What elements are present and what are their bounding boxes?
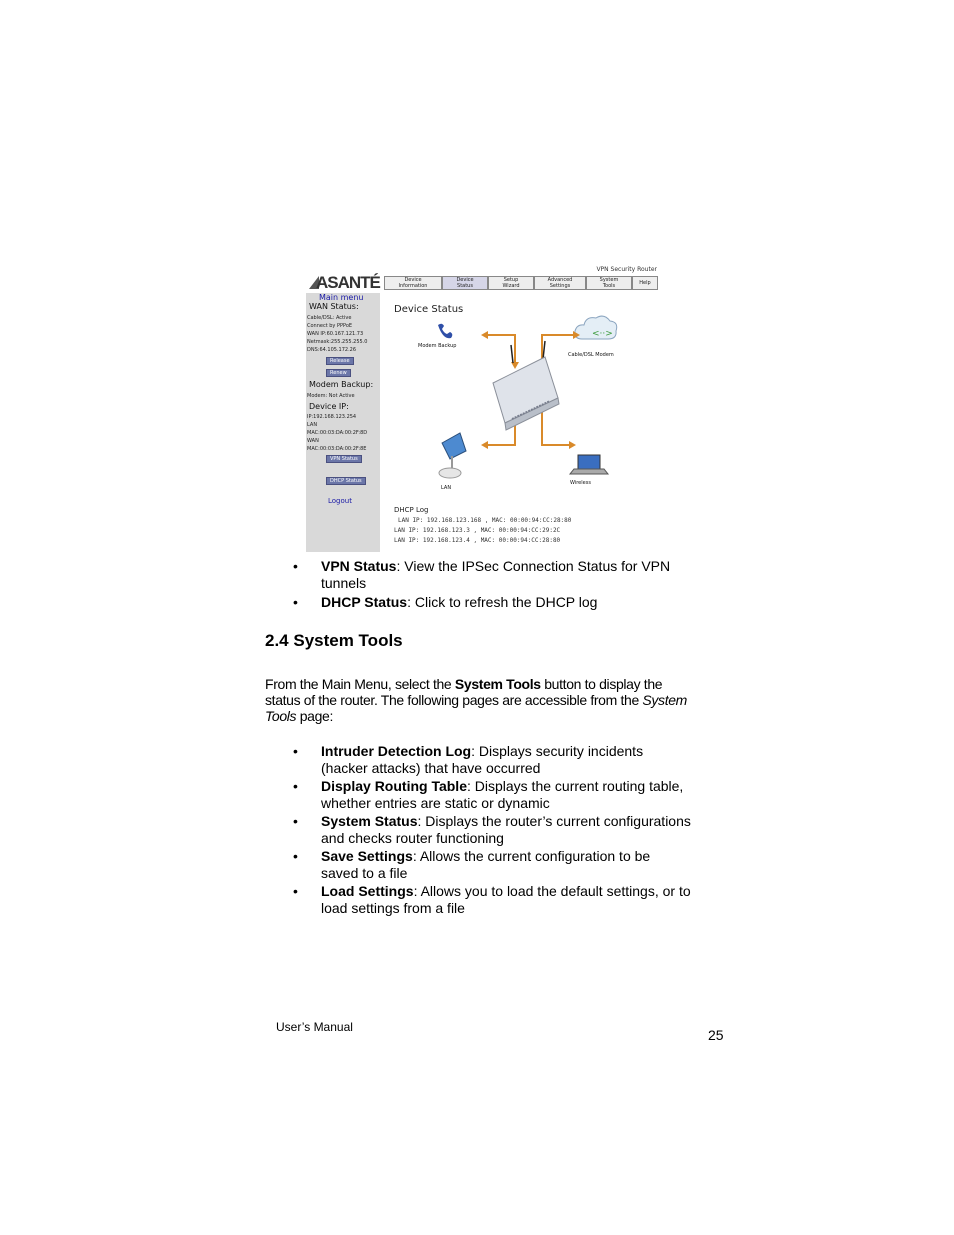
bullet-term: Intruder Detection Log — [321, 743, 472, 759]
bullet-icon: • — [293, 883, 298, 899]
device-status-title: Device Status — [394, 304, 464, 315]
bullet-display-routing-table — [293, 778, 691, 812]
bullet-text: : Click to refresh the DHCP log — [407, 594, 598, 610]
bullet-vpn-status — [293, 558, 691, 592]
bullet-text: : Allows the current configuration to be saved to a file — [321, 848, 651, 881]
wan-line: WAN IP:60.167.121.73 — [307, 331, 364, 337]
dhcp-log-line: LAN IP: 192.168.123.168 , MAC: 00:00:94:CC:28:80 — [398, 517, 572, 524]
top-nav — [384, 276, 658, 292]
sidebar — [306, 293, 380, 552]
bullet-icon: • — [293, 778, 298, 794]
wan-line: Cable/DSL: Active — [307, 315, 352, 321]
intro-paragraph: From the Main Menu, select the System Tools button to display the status of the router. The following pages are accessible from the System Tools page: — [265, 676, 687, 724]
vpn-status-button[interactable]: VPN Status — [326, 455, 362, 463]
bullet-text: : Displays security incidents (hacker attacks) that have occurred — [321, 743, 644, 776]
dhcp-log-title: DHCP Log — [394, 506, 429, 514]
modem-line: Modem: Not Active — [307, 393, 355, 399]
device-ip-line: MAC:00:03:DA:00:2F:8E — [307, 446, 367, 452]
lan-computer-icon — [439, 433, 466, 478]
release-button[interactable]: Release — [326, 357, 354, 365]
dhcp-status-button[interactable]: DHCP Status — [326, 477, 366, 485]
logout-link[interactable]: Logout — [328, 497, 352, 505]
router-screenshot — [306, 265, 659, 552]
bullet-text: : Allows you to load the default settings, or to load settings from a file — [321, 883, 691, 916]
bullet-icon: • — [293, 848, 298, 864]
bullet-icon: • — [293, 558, 298, 574]
device-ip-line: LAN — [307, 422, 318, 428]
bullet-term: VPN Status — [321, 558, 397, 574]
dhcp-log-line: LAN IP: 192.168.123.3 , MAC: 00:00:94:CC:29:2C — [394, 527, 561, 534]
wan-status-label: WAN Status: — [309, 302, 359, 311]
bullet-icon: • — [293, 813, 298, 829]
wan-line: DNS:64.105.172.26 — [307, 347, 357, 353]
cloud-icon — [575, 316, 617, 339]
footer-title: User’s Manual — [276, 1020, 353, 1034]
tab-help[interactable]: Help — [632, 276, 658, 290]
bullet-system-status — [293, 813, 691, 847]
page-number: 25 — [708, 1027, 724, 1043]
bullet-term: DHCP Status — [321, 594, 408, 610]
wireless-caption: Wireless — [570, 480, 591, 486]
modem-backup-label: Modem Backup: — [309, 380, 374, 389]
tab-system-tools[interactable]: System Tools — [586, 276, 632, 290]
modem-backup-caption: Modem Backup — [418, 343, 457, 349]
bullet-term: Display Routing Table — [321, 778, 467, 794]
bullet-intruder-detection-log — [293, 743, 691, 777]
bullet-dhcp-status — [293, 594, 691, 611]
device-ip-line: IP:192.168.123.254 — [307, 414, 357, 420]
product-name: VPN Security Router — [596, 266, 657, 273]
bullet-load-settings — [293, 883, 691, 917]
bullet-icon: • — [293, 743, 298, 759]
cable-modem-caption: Cable/DSL Modem — [568, 352, 614, 358]
tab-setup-wizard[interactable]: Setup Wizard — [488, 276, 534, 290]
brand-name: ASANTÉ — [316, 273, 380, 292]
bullet-term: Load Settings — [321, 883, 414, 899]
bullet-term: System Status — [321, 813, 418, 829]
phone-icon — [438, 324, 452, 339]
svg-text:<··>: <··> — [592, 329, 613, 339]
tab-advanced-settings[interactable]: Advanced Settings — [534, 276, 586, 290]
bullet-term: Save Settings — [321, 848, 413, 864]
wan-line: Connect by PPPoE — [307, 323, 353, 329]
tab-device-status[interactable]: Device Status — [442, 276, 488, 290]
renew-button[interactable]: Renew — [326, 369, 351, 377]
device-ip-line: MAC:00:03:DA:00:2F:8D — [307, 430, 368, 436]
brand-logo — [306, 265, 381, 293]
tab-device-information[interactable]: Device Information — [384, 276, 442, 290]
router-icon — [493, 341, 559, 430]
bullet-icon: • — [293, 594, 298, 610]
main-menu-link[interactable]: Main menu — [319, 293, 364, 302]
section-heading: 2.4 System Tools — [265, 631, 403, 650]
device-ip-label: Device IP: — [309, 402, 349, 411]
dhcp-log-line: LAN IP: 192.168.123.4 , MAC: 00:00:94:CC:28:80 — [394, 537, 561, 544]
wan-line: Netmask:255.255.255.0 — [307, 339, 368, 345]
bullet-text: : Displays the current routing table, whether entries are static or dynamic — [321, 778, 684, 811]
laptop-icon — [570, 455, 608, 474]
bullet-text: : View the IPSec Connection Status for VPN tunnels — [321, 558, 671, 591]
lan-caption: LAN — [441, 485, 452, 491]
bullet-save-settings — [293, 848, 691, 882]
bullet-text: : Displays the router’s current configurations and checks router functioning — [321, 813, 691, 846]
device-ip-line: WAN — [307, 438, 319, 444]
